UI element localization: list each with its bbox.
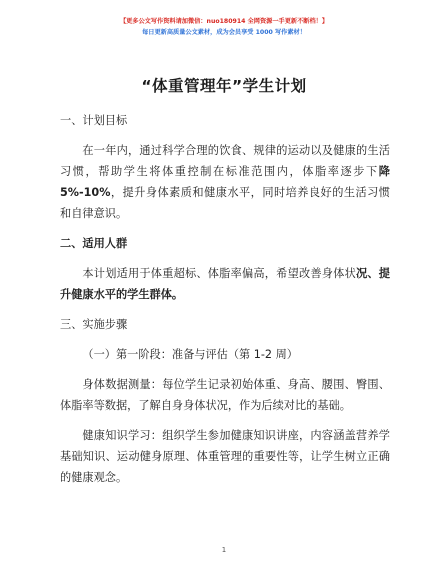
phase-1-text: （一）第一阶段：准备与评估（第 1-2 周） bbox=[82, 348, 298, 361]
section-heading-steps: 三、实施步骤 bbox=[60, 318, 128, 331]
goal-text-part1: 在一年内，通过科学合理的饮食、规律的运动以及健康的生活习惯，帮助学生将体重控制在标准范围内，体脂率逐步下 bbox=[60, 144, 390, 178]
goal-text-part2: ，提升身体素质和健康水平，同时培养良好的生活习惯和自律意识。 bbox=[60, 186, 390, 220]
goal-text-bold: 降 5%-10% bbox=[60, 165, 390, 199]
promo-banner-line-2: 每日更新高质量公文素材，成为会员享受 1000 写作素材！ bbox=[142, 29, 306, 36]
phase-1-heading bbox=[60, 344, 390, 365]
section-heading-target: 二、适用人群 bbox=[60, 237, 128, 250]
document-body bbox=[60, 110, 390, 497]
goal-paragraph bbox=[60, 140, 390, 224]
health-knowledge-paragraph: 健康知识学习：组织学生参加健康知识讲座，内容涵盖营养学基础知识、运动健身原理、体重管理的重要性等，让学生树立正确的健康观念。 bbox=[60, 429, 390, 484]
body-data-paragraph: 身体数据测量：每位学生记录初始体重、身高、腰围、臀围、体脂率等数据，了解自身身体状况，作为后续对比的基础。 bbox=[60, 378, 390, 412]
target-text-part1: 本计划适用于体重超标、体脂率偏高，希望改善身体状 bbox=[82, 267, 356, 280]
section-heading-goal: 一、计划目标 bbox=[60, 114, 128, 127]
promo-banner-line-1: 【更多公文写作资料请加微信：nuo180914 全网资源一手更新不断档！】 bbox=[119, 18, 329, 25]
target-paragraph bbox=[60, 263, 390, 305]
document-title: “体重管理年”学生计划 bbox=[141, 77, 307, 95]
target-text-bold: 况、提升健康水平的学生群体。 bbox=[60, 267, 390, 301]
page-number: 1 bbox=[221, 546, 227, 554]
